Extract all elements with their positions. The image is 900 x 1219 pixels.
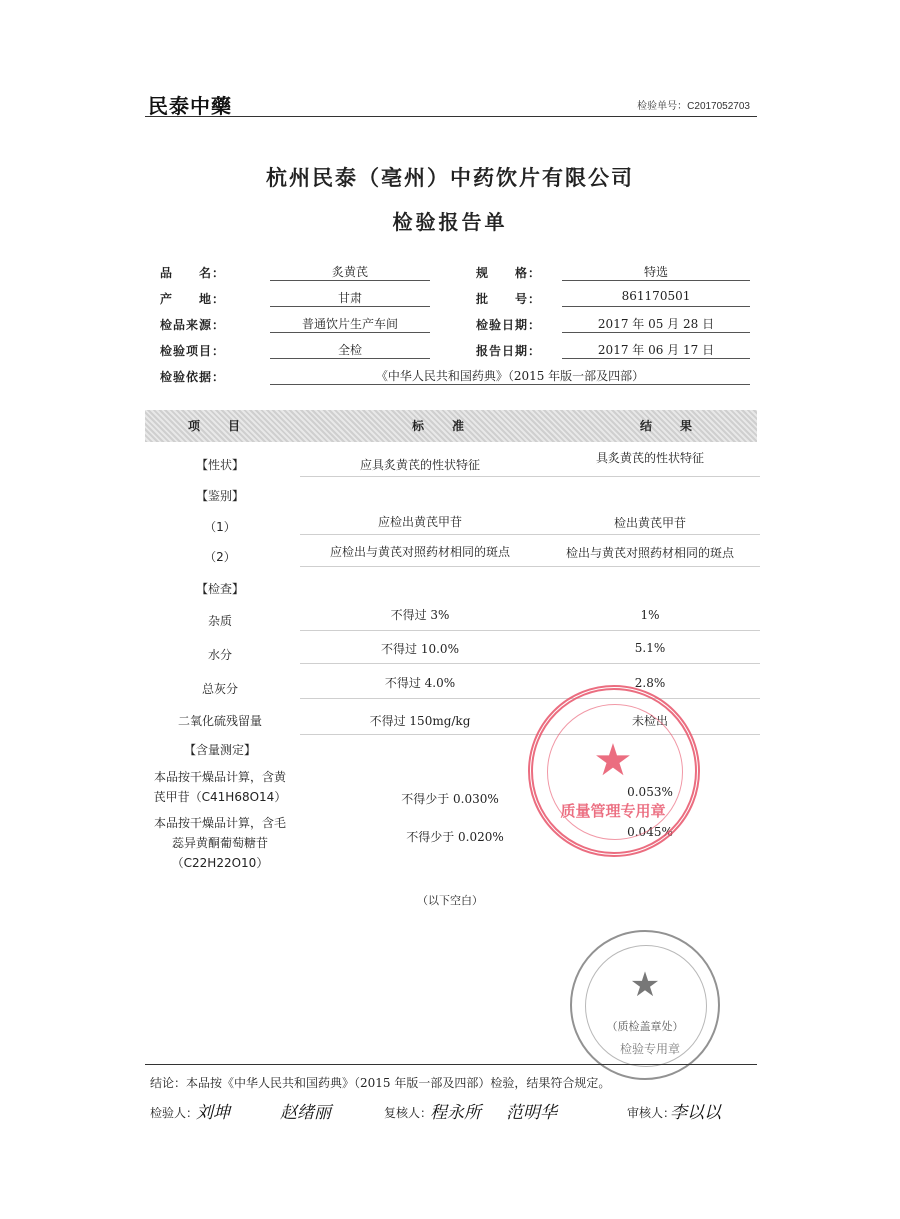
document-number: 检验单号：C2017052703 [637, 101, 750, 112]
row-item-total-ash: 总灰分 [201, 682, 238, 696]
spec-value: 特选 [562, 263, 750, 281]
conclusion-text: 结论：本品按《中华人民共和国药典》（2015 年版一部及四部）检验，结果符合规定。 [150, 1076, 611, 1090]
assay2-description-line1: 本品按干燥品计算，含毛 [153, 816, 286, 830]
product-label: 品 名： [160, 266, 226, 280]
row-standard-identification-2: 应检出与黄芪对照药材相同的斑点 [329, 545, 510, 559]
page-title: 检验报告单 [392, 210, 508, 234]
origin-value: 甘肃 [270, 289, 430, 307]
origin-label: 产 地： [160, 292, 226, 306]
row-standard-moisture: 不得过 10.0% [381, 642, 459, 656]
row-standard-sulfur-dioxide: 不得过 150mg/kg [369, 714, 471, 728]
row-result-identification-1: 检出黄芪甲苷 [613, 516, 686, 530]
basis-value: 《中华人民共和国药典》（2015 年版一部及四部） [270, 367, 750, 385]
row-result-total-ash: 2.8% [634, 676, 666, 690]
basis-label: 检验依据： [160, 370, 226, 384]
row-item-sulfur-dioxide: 二氧化硫残留量 [177, 714, 262, 728]
assay1-description-line1: 本品按干燥品计算，含黄 [153, 770, 286, 784]
column-header-item: 项 目 [188, 419, 249, 433]
approver-label: 审核人： [627, 1106, 676, 1120]
row-standard-total-ash: 不得过 4.0% [384, 676, 456, 690]
approver-signature: 李以以 [670, 1103, 721, 1123]
star-icon: ★ [593, 735, 633, 786]
row-divider [300, 566, 760, 567]
footer-divider [145, 1064, 757, 1065]
source-label: 检品来源： [160, 318, 226, 332]
row-result-impurity: 1% [640, 608, 660, 622]
company-logo: 民泰中藥 [148, 94, 232, 118]
blank-below-note: （以下空白） [417, 894, 483, 907]
row-divider [300, 698, 760, 699]
star-icon: ★ [629, 965, 661, 1005]
column-header-standard: 标 准 [412, 419, 473, 433]
row-result-identification-2: 检出与黄芪对照药材相同的斑点 [565, 546, 734, 560]
row-item-impurity: 杂质 [207, 614, 232, 628]
spec-label: 规 格： [476, 266, 542, 280]
report-date-label: 报告日期： [476, 344, 542, 358]
row-divider [300, 534, 760, 535]
quality-seal-text: 质量管理专用章 [560, 802, 666, 820]
batch-value: 861170501 [562, 289, 750, 307]
reviewer-label: 复核人： [384, 1106, 433, 1120]
row-item-inspection: 【检查】 [195, 582, 244, 596]
row-divider [300, 630, 760, 631]
row-item-identification-1: （1） [204, 520, 236, 534]
assay2-description-line3: （C22H22O10） [171, 856, 269, 870]
inspector-label: 检验人： [150, 1106, 199, 1120]
assay1-standard: 不得少于 0.030% [401, 792, 499, 806]
row-standard-character: 应具炙黄芪的性状特征 [359, 458, 480, 472]
row-result-sulfur-dioxide: 未检出 [631, 714, 668, 728]
row-result-character: 具炙黄芪的性状特征 [595, 451, 704, 465]
company-name: 杭州民泰（亳州）中药饮片有限公司 [266, 166, 634, 190]
batch-label: 批 号： [476, 292, 542, 306]
assay1-description-line2: 芪甲苷（C41H68O14） [153, 790, 287, 804]
product-value: 炙黄芪 [270, 263, 430, 281]
inspection-seal-label: （质检盖章处） [606, 1020, 684, 1033]
assay2-result: 0.045% [627, 825, 673, 839]
row-item-identification: 【鉴别】 [195, 489, 244, 503]
row-standard-identification-1: 应检出黄芪甲苷 [377, 515, 462, 529]
header-divider [145, 116, 757, 117]
test-item-label: 检验项目： [160, 344, 226, 358]
row-item-moisture: 水分 [207, 648, 232, 662]
column-header-result: 结 果 [640, 419, 701, 433]
row-result-moisture: 5.1% [634, 641, 666, 655]
test-date-value: 2017 年 05 月 28 日 [562, 315, 750, 333]
test-date-label: 检验日期： [476, 318, 542, 332]
row-divider [300, 476, 760, 477]
test-item-value: 全检 [270, 341, 430, 359]
assay1-result: 0.053% [627, 785, 673, 799]
row-standard-impurity: 不得过 3% [390, 608, 450, 622]
row-item-identification-2: （2） [204, 550, 236, 564]
inspector-signature-2: 赵绪丽 [280, 1103, 331, 1123]
row-item-character: 【性状】 [195, 458, 244, 472]
report-date-value: 2017 年 06 月 17 日 [562, 341, 750, 359]
row-item-assay: 【含量测定】 [183, 743, 256, 757]
reviewer-signature: 程永所 [430, 1103, 481, 1123]
inspector-signature: 刘坤 [196, 1103, 230, 1123]
source-value: 普通饮片生产车间 [270, 315, 430, 333]
reviewer-signature-2: 范明华 [506, 1103, 557, 1123]
assay2-standard: 不得少于 0.020% [406, 830, 504, 844]
row-divider [300, 663, 760, 664]
assay2-description-line2: 蕊异黄酮葡萄糖苷 [171, 836, 268, 850]
inspection-seal-subtext: 检验专用章 [619, 1042, 680, 1056]
